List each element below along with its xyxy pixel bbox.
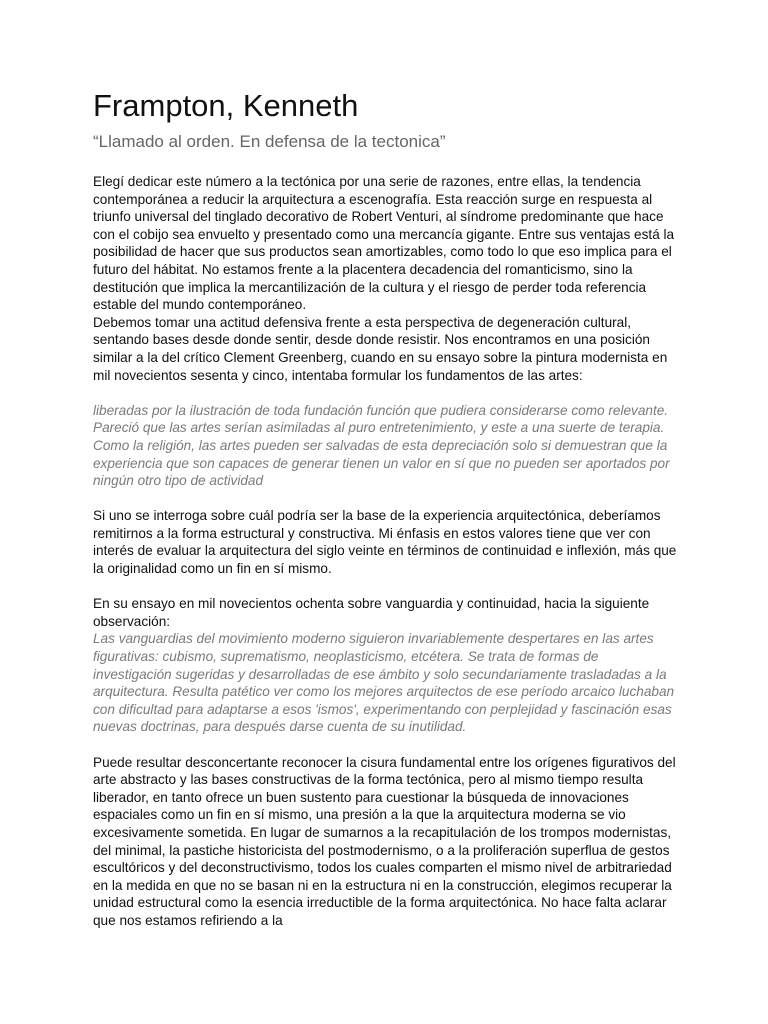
document-subtitle: “Llamado al orden. En defensa de la tectonica”: [93, 132, 446, 151]
paragraph-3: Si uno se interroga sobre cuál podría ser la base de la experiencia arquitectónica, deberíamos remitirnos a la forma estructural y constructiva. Mi énfasis en estos valores tiene que ver con interés de evaluar la arquitectura del siglo veinte en términos de continuidad e inflexión, más que la originalidad como un fin en sí mismo.: [93, 508, 677, 577]
paragraph-1: Elegí dedicar este número a la tectónica por una serie de razones, entre ellas, la tendencia contemporánea a reducir la arquitectura a escenografía. Esta reacción surge en respuesta al triunfo universal del tinglado decorativo de Robert Venturi, al síndrome predominante que hace con el cobijo sea envuelto y presentado como una mercancía gigante. Entre sus ventajas está la posibilidad de hacer que sus productos sean amortizables, como todo lo que eso implica para el futuro del hábitat. No estamos frente a la placentera decadencia del romanticismo, sino la destitución que implica la mercantilización de la cultura y el riesgo de perder toda referencia estable del mundo contemporáneo.: [93, 174, 675, 313]
spacer: [93, 490, 678, 508]
document-title: Frampton, Kenneth: [93, 88, 359, 123]
paragraph-2: Debemos tomar una actitud defensiva frente a esta perspectiva de degeneración cultural, sentando bases desde donde sentir, desde donde resistir. Nos encontramos en una posición similar a la del crítico Clement Greenberg, cuando en su ensayo sobre la pintura modernista en mil novecientos sesenta y cinco, intentaba formular los fundamentos de las artes:: [93, 314, 668, 383]
paragraph-4: En su ensayo en mil novecientos ochenta sobre vanguardia y continuidad, hacia la siguiente observación:: [93, 596, 650, 629]
quote-greenberg: liberadas por la ilustración de toda fundación función que pudiera considerarse como relevante. Pareció que las artes serían asimiladas al puro entretenimiento, y este a una suerte de terapia. Como la religión, las artes pueden ser salvadas de esta depreciación solo si demuestran que la experiencia que son capaces de generar tienen un valor en sí que no pueden ser aportados por ningún otro tipo de actividad: [93, 402, 670, 489]
document-page: [93, 86, 678, 930]
spacer: [93, 736, 678, 754]
spacer: [93, 578, 678, 596]
paragraph-5: Puede resultar desconcertante reconocer la cisura fundamental entre los orígenes figurativos del arte abstracto y las bases constructivas de la forma tectónica, pero al mismo tiempo resulta liberador, en tanto ofrece un buen sustento para cuestionar la búsqueda de innovaciones espaciales como un fin en sí mismo, una presión a la que la arquitectura moderna se vio excesivamente sometida. En lugar de sumarnos a la recapitulación de los trompos modernistas, del minimal, la pastiche historicista del postmodernismo, o a la proliferación superflua de gestos escultóricos y del deconstructivismo, todos los cuales comparten el mismo nivel de arbitrariedad en la medida en que no se basan ni en la estructura ni en la construcción, elegimos recuperar la unidad estructural como la esencia irreductible de la forma arquitectónica. No hace falta aclarar que nos estamos refiriendo a la: [93, 754, 676, 928]
spacer: [93, 384, 678, 402]
quote-vanguardias: Las vanguardias del movimiento moderno siguieron invariablemente despertares en las artes figurativas: cubismo, suprematismo, neoplasticismo, etcétera. Se trata de formas de investigación sugeridas y desarrolladas de ese ámbito y solo secundariamente trasladadas a la arquitectura. Resulta patético ver como los mejores arquitectos de ese período arcaico luchaban con dificultad para adaptarse a esos 'ismos', experimentando con perplejidad y fascinación esas nuevas doctrinas, para después darse cuenta de su inutilidad.: [93, 631, 675, 735]
